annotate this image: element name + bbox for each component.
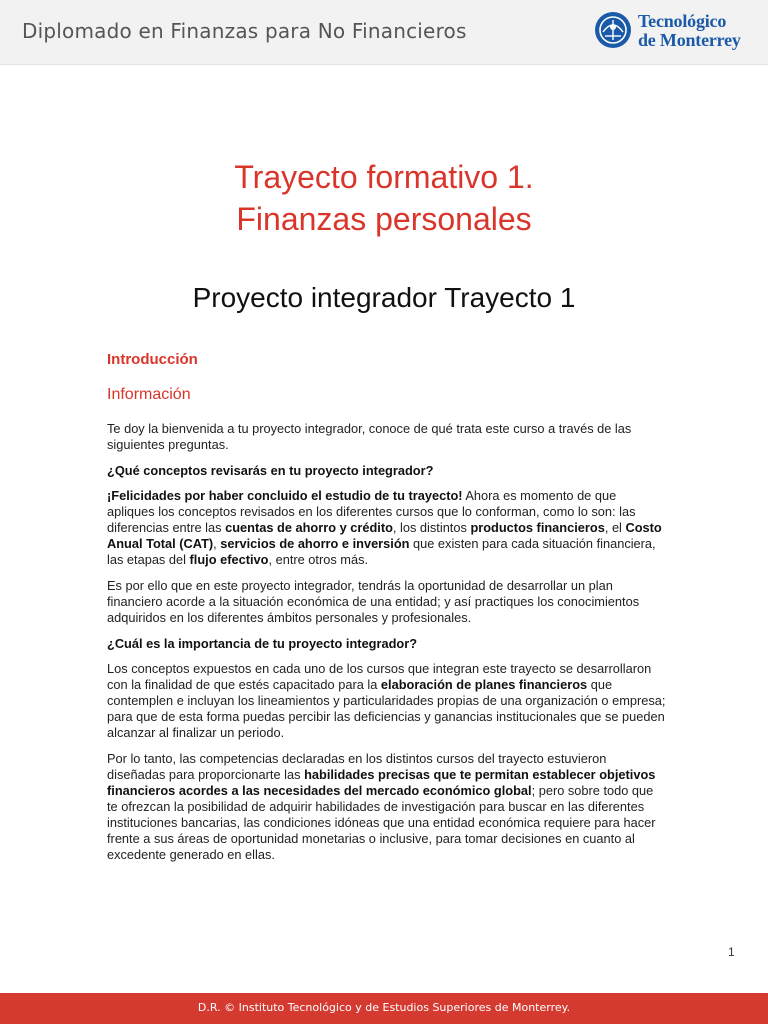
question-importance: ¿Cuál es la importancia de tu proyecto integrador?: [107, 636, 418, 651]
institution-logo: [594, 8, 754, 56]
document-footer: [0, 993, 768, 1024]
bold-text: cuentas de ahorro y crédito: [225, 520, 393, 535]
bold-text: Costo Anual Total (CAT): [107, 520, 662, 551]
bold-text: ¡Felicidades por haber concluido el estudio de tu trayecto!: [107, 488, 463, 503]
body-text: que existen para cada situación financiera, las etapas del: [107, 536, 656, 567]
body-text: Ahora es momento de que apliques los conceptos revisados en los diferentes cursos que lo conforman, como lo son: las diferencias entre las: [107, 488, 636, 535]
body-text: , el: [604, 520, 626, 535]
logo-wordmark: [638, 12, 741, 50]
copyright-notice: D.R. © Instituto Tecnológico y de Estudios Superiores de Monterrey.: [197, 1001, 571, 1014]
title-line-2: Finanzas personales: [236, 201, 532, 237]
subsection-heading: Información: [107, 386, 191, 403]
bold-text: habilidades precisas que te permitan establecer objetivos financieros acordes a las necesidades del mercado económico global: [107, 767, 656, 798]
bold-text: flujo efectivo: [189, 552, 269, 567]
tecnologico-de-monterrey-seal-icon: [594, 10, 632, 50]
body-text: ; pero sobre todo que te ofrezcan la posibilidad de adquirir habilidades de investigación para buscar en las diferentes instituciones bancarias, las condiciones idóneas que una entidad económica requiere para hacer frente a sus áreas de oportunidad monetarias o inclusive, para tomar decisiones en cuanto al excedente generado en ellas.: [107, 783, 656, 862]
section-heading: Introducción: [107, 351, 198, 368]
bold-text: elaboración de planes financieros: [380, 677, 588, 692]
program-title: Diplomado en Finanzas para No Financieros: [22, 19, 467, 43]
document-title: [0, 156, 768, 240]
body-text: Por lo tanto, las competencias declaradas en los distintos cursos del trayecto estuvieron diseñadas para proporcionarte las: [107, 751, 607, 782]
paragraph-concepts: [107, 488, 667, 568]
title-line-1: Trayecto formativo 1.: [234, 159, 534, 195]
body-text: , entre otros más.: [268, 552, 369, 567]
logo-line-2: de Monterrey: [638, 30, 741, 50]
document-header: [0, 0, 768, 65]
paragraph-welcome: Te doy la bienvenida a tu proyecto integrador, conoce de qué trata este curso a través de las siguientes preguntas.: [107, 421, 632, 452]
body-text: Los conceptos expuestos en cada uno de los cursos que integran este trayecto se desarrollaron con la finalidad de que estés capacitado para la: [107, 661, 652, 692]
paragraph-competencies: [107, 751, 667, 863]
page-number: 1: [728, 945, 735, 959]
bold-text: servicios de ahorro e inversión: [220, 536, 410, 551]
document-body: [107, 348, 667, 873]
document-subtitle: Proyecto integrador Trayecto 1: [192, 282, 576, 313]
logo-line-1: Tecnológico: [638, 11, 727, 31]
question-concepts: ¿Qué conceptos revisarás en tu proyecto integrador?: [107, 463, 434, 478]
body-text: ,: [213, 536, 221, 551]
bold-text: productos financieros: [470, 520, 605, 535]
paragraph-importance: [107, 661, 667, 741]
body-text: , los distintos: [392, 520, 471, 535]
body-text: que contemplen e incluyan los lineamientos y particularidades propias de una organización o empresa; para que de esta forma puedas percibir las deficiencias y ganancias institucionales que se pueden alcanzar al finalizar un periodo.: [107, 677, 666, 740]
paragraph-opportunity: Es por ello que en este proyecto integrador, tendrás la oportunidad de desarrollar un plan financiero acorde a la situación económica de una entidad; y así practiques los conocimientos adquiridos en los diferentes ámbitos personales y profesionales.: [107, 578, 640, 625]
